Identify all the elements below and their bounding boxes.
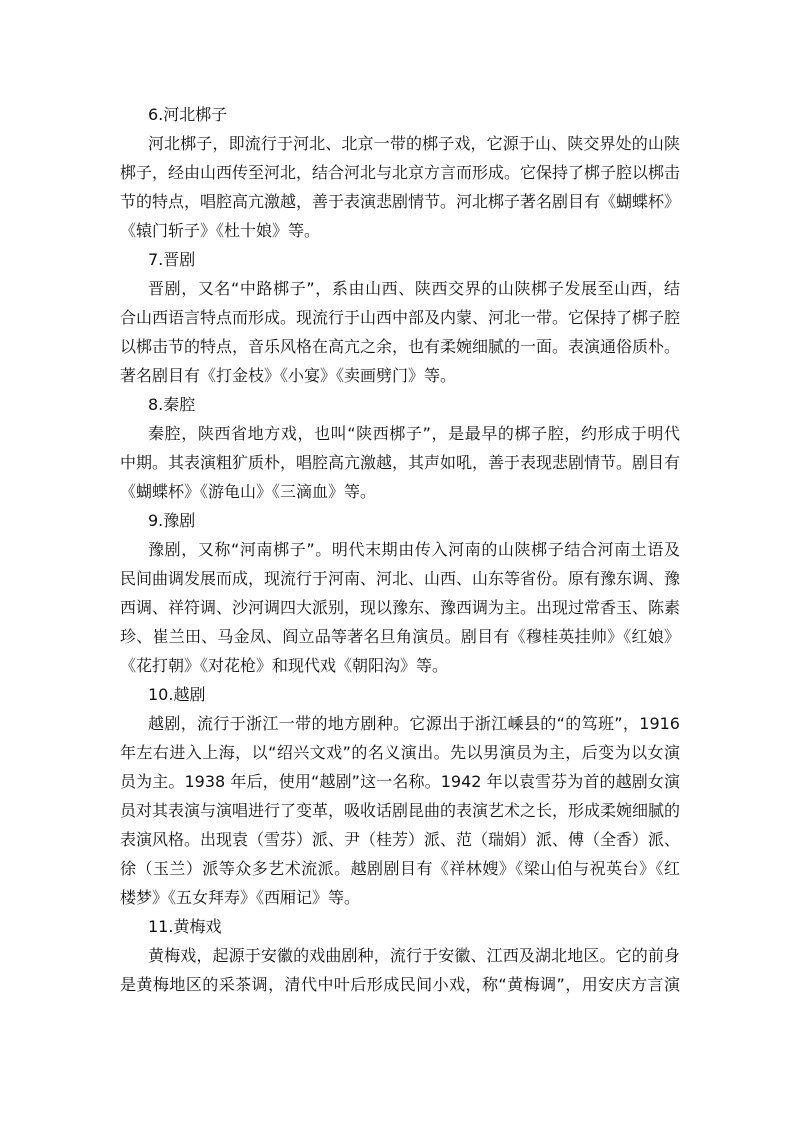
paragraph-line: 著名剧目有《打金枝》《小宴》《卖画劈门》等。	[120, 366, 457, 385]
section-hebei-bangzi	[120, 100, 680, 245]
section-heading: 6.河北梆子	[148, 105, 228, 124]
section-heading: 11.黄梅戏	[148, 917, 222, 936]
section-heading: 7.晋剧	[148, 250, 196, 269]
paragraph-line: 楼梦》《五女拜寿》《西厢记》等。	[120, 888, 361, 907]
section-heading: 8.秦腔	[148, 395, 196, 414]
paragraph-line: 徐（玉兰）派等众多艺术流派。越剧剧目有《祥林嫂》《梁山伯与祝英台》《红	[120, 859, 680, 878]
paragraph-line: 《花打朝》《对花枪》和现代戏《朝阳沟》等。	[120, 656, 449, 675]
section-qinqiang	[120, 390, 680, 506]
paragraph-line: 员对其表演与演唱进行了变革，吸收话剧昆曲的表演艺术之长，形成柔婉细腻的	[120, 801, 681, 820]
paragraph-line: 以梆击节的特点，音乐风格在高亢之余，也有柔婉细腻的一面。表演通俗质朴。	[120, 337, 681, 356]
paragraph-line: 晋剧，又名“中路梆子”，系由山西、陕西交界的山陕梆子发展至山西，结	[148, 279, 680, 298]
section-yuju	[120, 506, 680, 680]
paragraph-line: 《蝴蝶杯》《游龟山》《三滴血》等。	[120, 482, 377, 501]
paragraph-line: 中期。其表演粗犷质朴，唱腔高亢激越，其声如吼，善于表现悲剧情节。剧目有	[120, 453, 681, 472]
paragraph-line: 梆子，经由山西传至河北，结合河北与北京方言而形成。它保持了梆子腔以梆击	[120, 163, 681, 182]
paragraph-line: 合山西语言特点而形成。现流行于山西中部及内蒙、河北一带。它保持了梆子腔	[120, 308, 681, 327]
paragraph-line: 河北梆子，即流行于河北、北京一带的梆子戏，它源于山、陕交界处的山陕	[148, 134, 680, 153]
paragraph-line: 珍、崔兰田、马金凤、阎立品等著名旦角演员。剧目有《穆桂英挂帅》《红娘》	[120, 627, 680, 646]
paragraph-line: 越剧，流行于浙江一带的地方剧种。它源出于浙江嵊县的“的笃班”，1916	[148, 714, 680, 733]
paragraph-line: 秦腔，陕西省地方戏，也叫“陕西梆子”，是最早的梆子腔，约形成于明代	[148, 424, 680, 443]
paragraph-line: 西调、祥符调、沙河调四大派别，现以豫东、豫西调为主。出现过常香玉、陈素	[120, 598, 681, 617]
paragraph-line: 黄梅戏，起源于安徽的戏曲剧种，流行于安徽、江西及湖北地区。它的前身	[148, 946, 680, 965]
section-heading: 10.越剧	[148, 685, 206, 704]
paragraph-line: 民间曲调发展而成，现流行于河南、河北、山西、山东等省份。原有豫东调、豫	[120, 569, 681, 588]
paragraph-line: 节的特点，唱腔高亢激越，善于表演悲剧情节。河北梆子著名剧目有《蝴蝶杯》	[120, 192, 681, 211]
section-yueju	[120, 680, 680, 912]
paragraph-line: 表演风格。出现袁（雪芬）派、尹（桂芳）派、范（瑞娟）派、傅（全香）派、	[120, 830, 681, 849]
section-heading: 9.豫剧	[148, 511, 196, 530]
section-jinju	[120, 245, 680, 390]
section-huangmeixi	[120, 912, 680, 999]
paragraph-line: 豫剧，又称“河南梆子”。明代末期由传入河南的山陕梆子结合河南土语及	[148, 540, 680, 559]
paragraph-line: 年左右进入上海，以“绍兴文戏”的名义演出。先以男演员为主，后变为以女演	[120, 743, 680, 762]
paragraph-line: 是黄梅地区的采茶调，清代中叶后形成民间小戏，称“黄梅调”，用安庆方言演	[120, 975, 680, 994]
paragraph-line: 《辕门斩子》《杜十娘》等。	[120, 221, 321, 240]
paragraph-line: 员为主。1938 年后，使用“越剧”这一名称。1942 年以袁雪芬为首的越剧女演	[120, 772, 680, 791]
